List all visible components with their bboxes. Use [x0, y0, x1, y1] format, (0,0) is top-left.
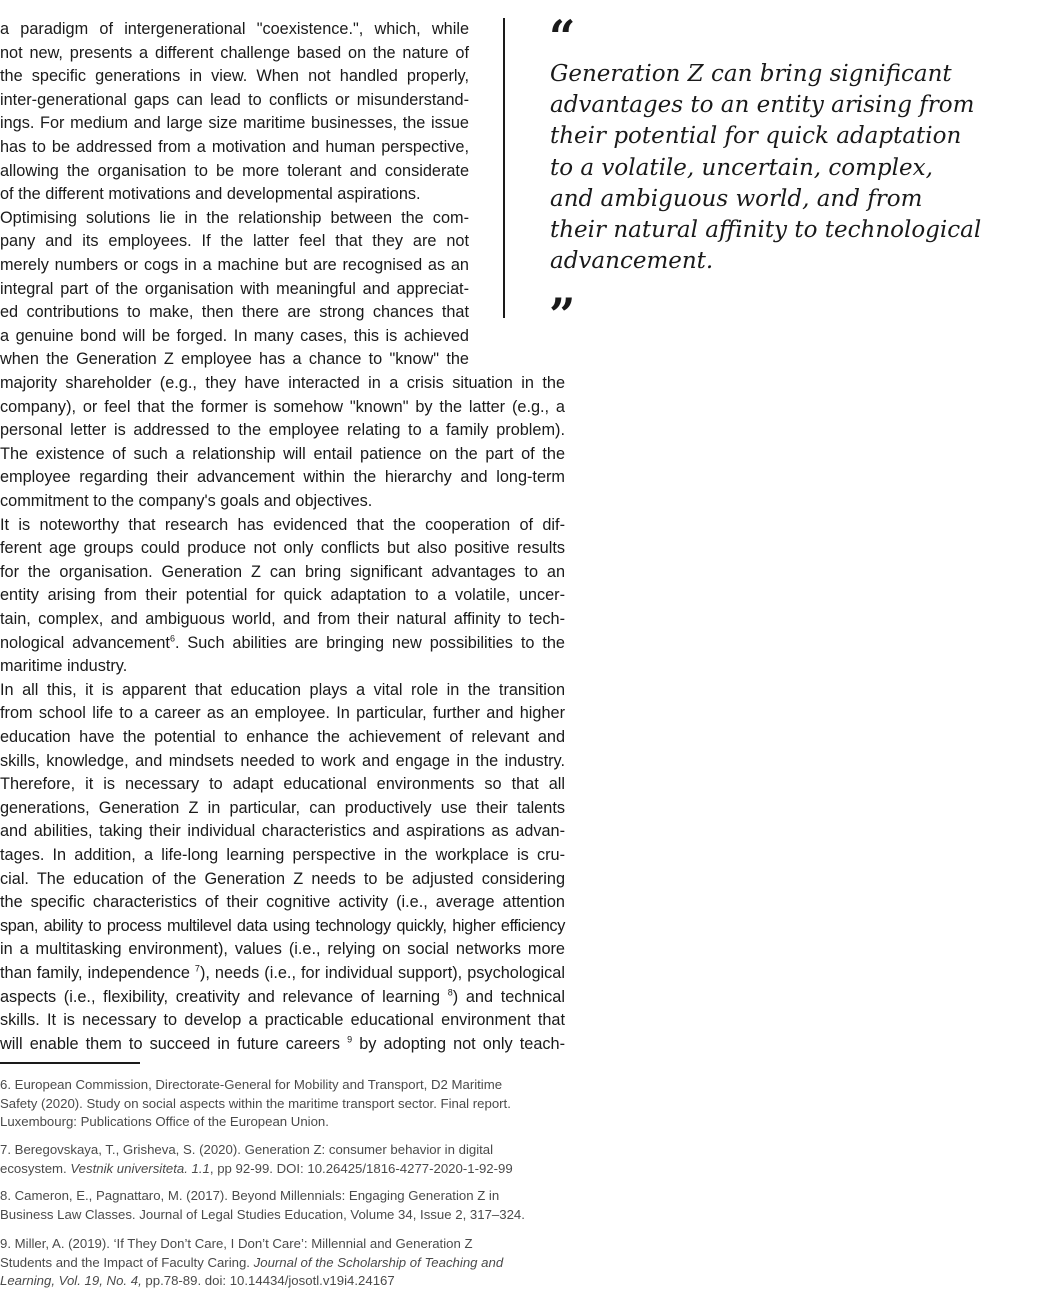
paragraph-4: [0, 679, 565, 1057]
footnote-9: [0, 1235, 600, 1291]
text-line: In all this, it is apparent that education plays a vital role in the transition: [0, 680, 565, 699]
text-line: skills, knowledge, and mindsets needed to work and engage in the industry.: [0, 751, 565, 770]
footnote-line: 6. European Commission, Directorate-General for Mobility and Transport, D2 Maritime: [0, 1077, 503, 1092]
text-line: a paradigm of intergenerational "coexistence.", which, while: [0, 20, 469, 38]
text-line: majority shareholder (e.g., they have interacted in a crisis situation in the: [0, 374, 565, 392]
text-line: from school life to a career as an employee. In particular, further and higher: [0, 704, 565, 723]
text-line: ings. For medium and large size maritime businesses, the issue: [0, 114, 469, 133]
text-line: tages. In addition, a life-long learning perspective in the workplace is cru-: [0, 845, 565, 864]
text-line: inter-generational gaps can lead to conflicts or misunderstand-: [0, 90, 469, 109]
text-line: of the different motivations and developmental aspirations.: [0, 185, 421, 204]
footnote-line: Safety (2020). Study on social aspects within the maritime transport sector. Final report.: [0, 1095, 511, 1111]
text-line: maritime industry.: [0, 657, 128, 676]
pullquote-line: advantages to an entity arising from: [550, 92, 975, 119]
footnote-6: [0, 1076, 600, 1132]
text-line: [0, 1033, 565, 1057]
pullquote-line: their potential for quick adaptation: [550, 123, 962, 150]
text-line: in a multitasking environment), values (i.e., relying on social networks more: [0, 940, 565, 959]
pullquote-line: to a volatile, uncertain, complex,: [550, 154, 933, 181]
text-run: aspects (i.e., flexibility, creativity and relevance of learning: [0, 987, 448, 1006]
text-line: span, ability to process multilevel data using technology quickly, higher efficiency: [0, 916, 565, 935]
footnote-ref-7[interactable]: 7: [194, 963, 200, 974]
text-run: nological advancement: [0, 633, 170, 652]
text-line: personal letter is addressed to the employee relating to a family problem).: [0, 421, 565, 440]
footnote-rule: [0, 1062, 140, 1064]
pullquote-line: advancement.: [550, 248, 714, 275]
text-line: [0, 962, 565, 986]
footnote-line: Luxembourg: Publications Office of the European Union.: [0, 1114, 329, 1130]
footnote-ref-6[interactable]: 6: [169, 633, 175, 644]
footnote-ref-9[interactable]: 9: [347, 1034, 353, 1045]
text-line: skills. It is necessary to develop a practicable educational environment that: [0, 1011, 565, 1030]
text-line: company), or feel that the former is somehow "known" by the latter (e.g., a: [0, 397, 565, 416]
paragraph-2-wide: [0, 372, 565, 514]
pullquote: [550, 59, 990, 277]
text-run: will enable them to succeed in future careers: [0, 1034, 348, 1053]
paragraph-3: [0, 514, 565, 679]
text-line: commitment to the company's goals and objectives.: [0, 491, 373, 510]
footnote-line: 8. Cameron, E., Pagnattaro, M. (2017). Beyond Millennials: Engaging Generation Z in: [0, 1188, 500, 1203]
text-run: . Such abilities are bringing new possibilities to the: [174, 633, 565, 652]
text-line: a genuine bond will be forged. In many cases, this is achieved: [0, 326, 469, 345]
text-line: education have the potential to enhance the achievement of relevant and: [0, 727, 565, 746]
journal-title: Journal of the Scholarship of Teaching and: [253, 1254, 504, 1270]
text-line: [0, 632, 565, 656]
footnote-7: [0, 1141, 600, 1178]
open-quote-icon: “: [549, 10, 576, 64]
footnote-line: 7. Beregovskaya, T., Grisheva, S. (2020). Generation Z: consumer behavior in digital: [0, 1142, 494, 1157]
footnote-8: [0, 1187, 600, 1224]
footnote-line: [0, 1254, 600, 1273]
text-line: integral part of the organisation with meaningful and appreciat-: [0, 279, 469, 298]
text-line: ed contributions to make, then there are strong chances that: [0, 303, 469, 322]
text-line: for the organisation. Generation Z can bring significant advantages to an: [0, 562, 565, 581]
footnote-line: [0, 1272, 600, 1291]
text-line: Optimising solutions lie in the relationship between the com-: [0, 208, 469, 227]
text-line: Therefore, it is necessary to adapt educational environments so that all: [0, 775, 565, 794]
text-run: ecosystem.: [0, 1160, 71, 1176]
text-line: when the Generation Z employee has a chance to "know" the: [0, 350, 469, 369]
footnote-ref-8[interactable]: 8: [447, 987, 453, 998]
text-line: has to be addressed from a motivation and human perspective,: [0, 137, 469, 156]
text-line: allowing the organisation to be more tolerant and considerate: [0, 161, 469, 180]
text-run: by adopting not only teach-: [352, 1034, 565, 1053]
text-line: generations, Generation Z in particular, can productively use their talents: [0, 798, 565, 817]
text-line: cial. The education of the Generation Z needs to be adjusted considering: [0, 869, 565, 888]
pullquote-line: their natural affinity to technological: [550, 217, 982, 244]
text-run: ) and technical: [452, 987, 565, 1006]
text-run: than family, independence: [0, 963, 195, 982]
paragraph-1: [0, 18, 469, 207]
pullquote-line: Generation Z can bring significant: [550, 61, 952, 87]
text-line: [0, 986, 565, 1010]
text-run: Students and the Impact of Faculty Caring.: [0, 1254, 254, 1270]
pullquote-rule: [503, 18, 505, 318]
text-run: , pp 92-99. DOI: 10.26425/1816-4277-2020-1-92-99: [209, 1160, 513, 1176]
text-line: the specific characteristics of their cognitive activity (i.e., average attention: [0, 893, 565, 912]
text-line: and abilities, taking their individual characteristics and aspirations as advan-: [0, 822, 565, 841]
text-line: employee regarding their advancement within the hierarchy and long-term: [0, 468, 565, 487]
text-line: It is noteworthy that research has evidenced that the cooperation of dif-: [0, 515, 565, 534]
footnote-line: [0, 1160, 600, 1179]
text-line: merely numbers or cogs in a machine but are recognised as an: [0, 255, 469, 274]
journal-title: Vestnik universiteta. 1.1: [70, 1160, 210, 1176]
text-line: entity arising from their potential for quick adaptation to a volatile, uncer-: [0, 586, 565, 605]
text-line: tain, complex, and ambiguous world, and from their natural affinity to tech-: [0, 609, 565, 628]
close-quote-icon: ”: [549, 288, 576, 342]
journal-title: Learning, Vol. 19, No. 4,: [0, 1273, 142, 1289]
text-line: the specific generations in view. When not handled properly,: [0, 67, 469, 86]
footnote-line: Business Law Classes. Journal of Legal Studies Education, Volume 34, Issue 2, 317–324.: [0, 1206, 525, 1222]
footnote-line: 9. Miller, A. (2019). ‘If They Don’t Care, I Don’t Care’: Millennial and Generation Z: [0, 1236, 473, 1251]
text-run: pp.78-89. doi: 10.14434/josotl.v19i4.24167: [141, 1273, 395, 1289]
paragraph-2-narrow: [0, 207, 469, 372]
text-run: ), needs (i.e., for individual support), psychological: [199, 963, 565, 982]
pullquote-line: and ambiguous world, and from: [550, 185, 923, 212]
text-line: pany and its employees. If the latter feel that they are not: [0, 232, 469, 251]
text-line: The existence of such a relationship will entail patience on the part of the: [0, 444, 565, 463]
text-line: not new, presents a different challenge based on the nature of: [0, 43, 469, 62]
text-line: ferent age groups could produce not only conflicts but also positive results: [0, 539, 565, 558]
